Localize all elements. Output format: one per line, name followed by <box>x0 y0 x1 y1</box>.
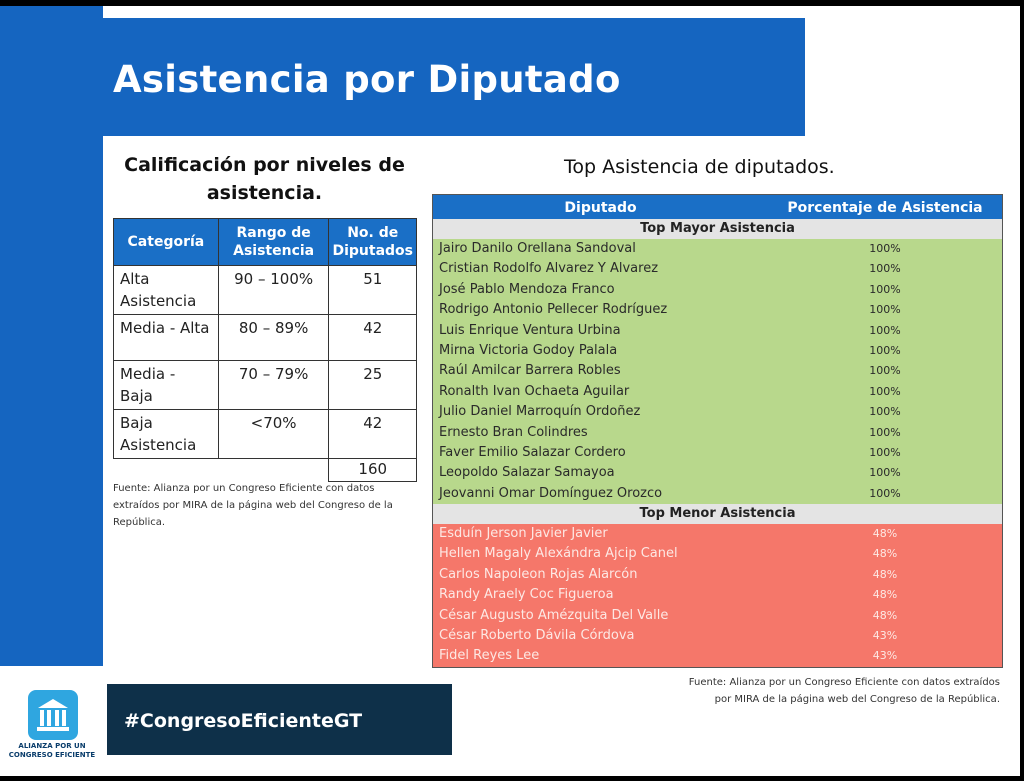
attendance-percent: 100% <box>869 445 901 459</box>
cell-count: 51 <box>329 266 417 315</box>
attendance-percent: 43% <box>872 649 898 663</box>
levels-heading <box>112 151 417 207</box>
attendance-percent: 100% <box>869 486 901 500</box>
attendance-percent: 48% <box>872 547 898 561</box>
logo-caption-line2: CONGRESO EFICIENTE <box>8 751 96 759</box>
cell-count: 25 <box>329 361 417 410</box>
table-row <box>433 341 1002 361</box>
cell-range: 80 – 89% <box>218 315 329 361</box>
deputy-name: Ronalth Ivan Ochaeta Aguilar <box>439 383 630 399</box>
table-row <box>433 484 1002 504</box>
top-attendance-table <box>432 194 1003 668</box>
table-row <box>433 361 1002 381</box>
levels-heading-line1: Calificación por niveles de <box>124 154 405 176</box>
deputy-name: Esduín Jerson Javier Javier <box>439 526 608 542</box>
levels-header-row <box>114 219 417 266</box>
table-row <box>433 585 1002 605</box>
attendance-percent: 100% <box>869 323 901 337</box>
deputy-name: Leopoldo Salazar Samayoa <box>439 465 615 481</box>
attendance-percent: 100% <box>869 343 901 357</box>
high-attendance-list <box>433 239 1002 504</box>
attendance-percent: 100% <box>869 262 901 276</box>
source-right-line1: Fuente: Alianza por un Congreso Eficiente con datos extraídos <box>688 677 1000 688</box>
deputy-name: Jeovanni Omar Domínguez Orozco <box>439 485 663 501</box>
levels-row <box>114 361 417 410</box>
attendance-percent: 48% <box>872 527 898 541</box>
deputy-name: Fidel Reyes Lee <box>439 648 540 664</box>
cell-count: 42 <box>329 410 417 459</box>
deputy-name: José Pablo Mendoza Franco <box>439 281 615 297</box>
section-low-title: Top Menor Asistencia <box>433 504 1002 524</box>
attendance-percent: 43% <box>872 629 898 643</box>
attendance-percent: 100% <box>869 425 901 439</box>
total-count: 160 <box>329 459 417 482</box>
deputy-name: César Roberto Dávila Córdova <box>439 628 635 644</box>
table-row <box>433 280 1002 300</box>
table-row <box>433 626 1002 646</box>
levels-row <box>114 410 417 459</box>
deputy-name: Cristian Rodolfo Alvarez Y Alvarez <box>439 261 659 277</box>
low-attendance-list <box>433 524 1002 667</box>
attendance-percent: 100% <box>869 242 901 255</box>
deputy-name: Hellen Magaly Alexándra Ajcip Canel <box>439 546 678 562</box>
levels-heading-line2: asistencia. <box>206 182 323 204</box>
deputy-name: César Augusto Amézquita Del Valle <box>439 607 669 623</box>
table-row <box>433 239 1002 259</box>
top-table-header <box>433 195 1002 219</box>
table-row <box>433 524 1002 544</box>
deputy-name: Julio Daniel Marroquín Ordoñez <box>439 404 641 420</box>
attendance-percent: 100% <box>869 466 901 480</box>
section-high-title: Top Mayor Asistencia <box>433 219 1002 239</box>
slide <box>0 6 1020 776</box>
deputy-name: Carlos Napoleon Rojas Alarcón <box>439 566 638 582</box>
table-row <box>433 259 1002 279</box>
cell-count: 42 <box>329 315 417 361</box>
deputy-name: Luis Enrique Ventura Urbina <box>439 322 621 338</box>
table-row <box>433 544 1002 564</box>
deputy-name: Randy Araely Coc Figueroa <box>439 587 614 603</box>
hashtag: #CongresoEficienteGT <box>124 710 363 732</box>
attendance-percent: 100% <box>869 364 901 378</box>
deputy-name: Faver Emilio Salazar Cordero <box>439 444 626 460</box>
deputy-name: Raúl Amilcar Barrera Robles <box>439 363 621 379</box>
logo-caption-line1: ALIANZA POR UN <box>18 742 86 750</box>
cell-category: Baja Asistencia <box>114 410 219 459</box>
header-percentage: Porcentaje de Asistencia <box>787 200 983 216</box>
table-row <box>433 321 1002 341</box>
header-diputado: Diputado <box>564 200 637 216</box>
deputy-name: Mirna Victoria Godoy Palala <box>439 342 618 358</box>
logo-caption <box>4 742 100 760</box>
levels-row <box>114 266 417 315</box>
left-accent-strip <box>0 6 103 666</box>
attendance-percent: 48% <box>872 567 898 581</box>
cell-range: 70 – 79% <box>218 361 329 410</box>
attendance-percent: 48% <box>872 608 898 622</box>
table-row <box>433 402 1002 422</box>
source-note-right <box>610 674 1000 708</box>
header-category: Categoría <box>114 219 219 266</box>
header-range: Rango de Asistencia <box>218 219 329 266</box>
table-row <box>433 565 1002 585</box>
cell-category: Media - Baja <box>114 361 219 410</box>
table-row <box>433 382 1002 402</box>
page-title: Asistencia por Diputado <box>113 58 621 101</box>
table-row <box>433 606 1002 626</box>
deputy-name: Jairo Danilo Orellana Sandoval <box>439 241 636 256</box>
table-row <box>433 423 1002 443</box>
levels-table <box>113 218 417 482</box>
levels-row <box>114 315 417 361</box>
total-blank <box>218 459 329 482</box>
attendance-percent: 100% <box>869 384 901 398</box>
source-right-line2: por MIRA de la página web del Congreso de la República. <box>714 694 1000 705</box>
levels-total-row <box>114 459 417 482</box>
table-row <box>433 463 1002 483</box>
table-row <box>433 300 1002 320</box>
deputy-name: Rodrigo Antonio Pellecer Rodríguez <box>439 302 668 318</box>
top-heading: Top Asistencia de diputados. <box>564 156 835 178</box>
cell-category: Alta Asistencia <box>114 266 219 315</box>
cell-range: 90 – 100% <box>218 266 329 315</box>
deputy-name: Ernesto Bran Colindres <box>439 424 588 440</box>
table-row <box>433 443 1002 463</box>
attendance-percent: 48% <box>872 588 898 602</box>
cell-range: <70% <box>218 410 329 459</box>
source-note-left: Fuente: Alianza por un Congreso Eficiente con datos extraídos por MIRA de la página web del Congreso de la República. <box>113 483 393 528</box>
attendance-percent: 100% <box>869 405 901 419</box>
capitol-logo-icon <box>28 690 78 740</box>
header-count: No. de Diputados <box>329 219 417 266</box>
table-row <box>433 646 1002 666</box>
total-blank <box>114 459 219 482</box>
attendance-percent: 100% <box>869 282 901 296</box>
cell-category: Media - Alta <box>114 315 219 361</box>
attendance-percent: 100% <box>869 303 901 317</box>
